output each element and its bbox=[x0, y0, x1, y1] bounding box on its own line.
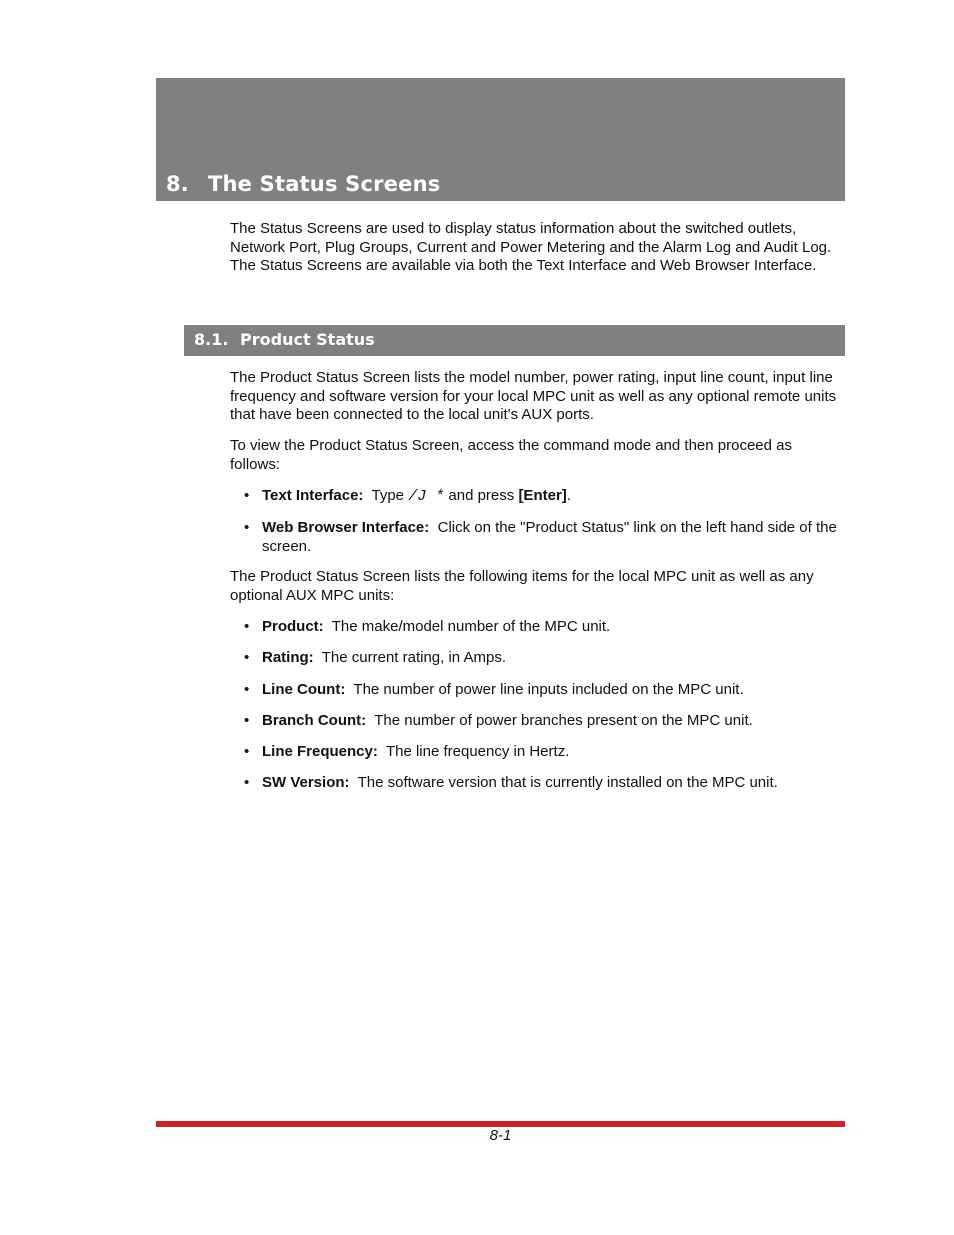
section-number: 8.1. bbox=[194, 330, 229, 349]
chapter-banner bbox=[156, 78, 845, 201]
bullet-text: The make/model number of the MPC unit. bbox=[331, 618, 611, 635]
bullet-text: . bbox=[566, 487, 571, 504]
intro-paragraph: The Status Screens are used to display status information about the switched outlets, Network Port, Plug Groups, Current and Power Metering and the Alarm Log and Audit Log. The Status Screens are available via both the Text Interface and Web Browser Interface. bbox=[230, 220, 832, 275]
bullet-text: The line frequency in Hertz. bbox=[385, 743, 570, 760]
chapter-title bbox=[166, 172, 440, 196]
bullet-label: Branch Count: bbox=[262, 712, 367, 729]
bullet-text: The current rating, in Amps. bbox=[321, 649, 506, 666]
bullet-label: SW Version: bbox=[262, 774, 350, 791]
list-item bbox=[262, 618, 844, 637]
list-item bbox=[262, 681, 844, 700]
chapter-title-text: The Status Screens bbox=[208, 172, 441, 196]
bullet-text: and press bbox=[448, 487, 515, 504]
enter-key-label: [Enter] bbox=[518, 487, 567, 504]
list-item bbox=[262, 774, 844, 793]
bullet-label: Line Frequency: bbox=[262, 743, 378, 760]
section-title-text: Product Status bbox=[240, 330, 375, 349]
chapter-number: 8. bbox=[166, 172, 189, 196]
bullet-label: Web Browser Interface: bbox=[262, 519, 430, 536]
command-text: /J * bbox=[408, 488, 445, 505]
list-item bbox=[262, 712, 844, 731]
section-title bbox=[194, 330, 375, 349]
bullet-text: The number of power branches present on the MPC unit. bbox=[374, 712, 753, 729]
bullet-text: Type bbox=[371, 487, 405, 504]
page-number: 8-1 bbox=[489, 1127, 512, 1144]
bullet-text: The software version that is currently installed on the MPC unit. bbox=[357, 774, 778, 791]
bullet-text: The number of power line inputs included on the MPC unit. bbox=[353, 681, 744, 698]
list-item-web-interface bbox=[262, 519, 844, 556]
bullet-label: Rating: bbox=[262, 649, 314, 666]
bullet-label: Line Count: bbox=[262, 681, 346, 698]
view-instructions: To view the Product Status Screen, access the command mode and then proceed as follows: bbox=[230, 437, 792, 473]
bullet-label: Text Interface: bbox=[262, 487, 364, 504]
list-item bbox=[262, 743, 844, 762]
items-intro: The Product Status Screen lists the following items for the local MPC unit as well as any optional AUX MPC units: bbox=[230, 568, 814, 604]
bullet-label: Product: bbox=[262, 618, 324, 635]
section-heading-bar bbox=[184, 325, 845, 356]
product-status-description: The Product Status Screen lists the model number, power rating, input line count, input line frequency and software version for your local MPC unit as well as any optional remote units that have been connected to the local unit's AUX ports. bbox=[230, 369, 837, 424]
list-item-text-interface bbox=[262, 487, 844, 507]
bullet-text: Click on the "Product Status" link on the left hand side of the screen. bbox=[262, 519, 837, 555]
list-item bbox=[262, 649, 844, 668]
